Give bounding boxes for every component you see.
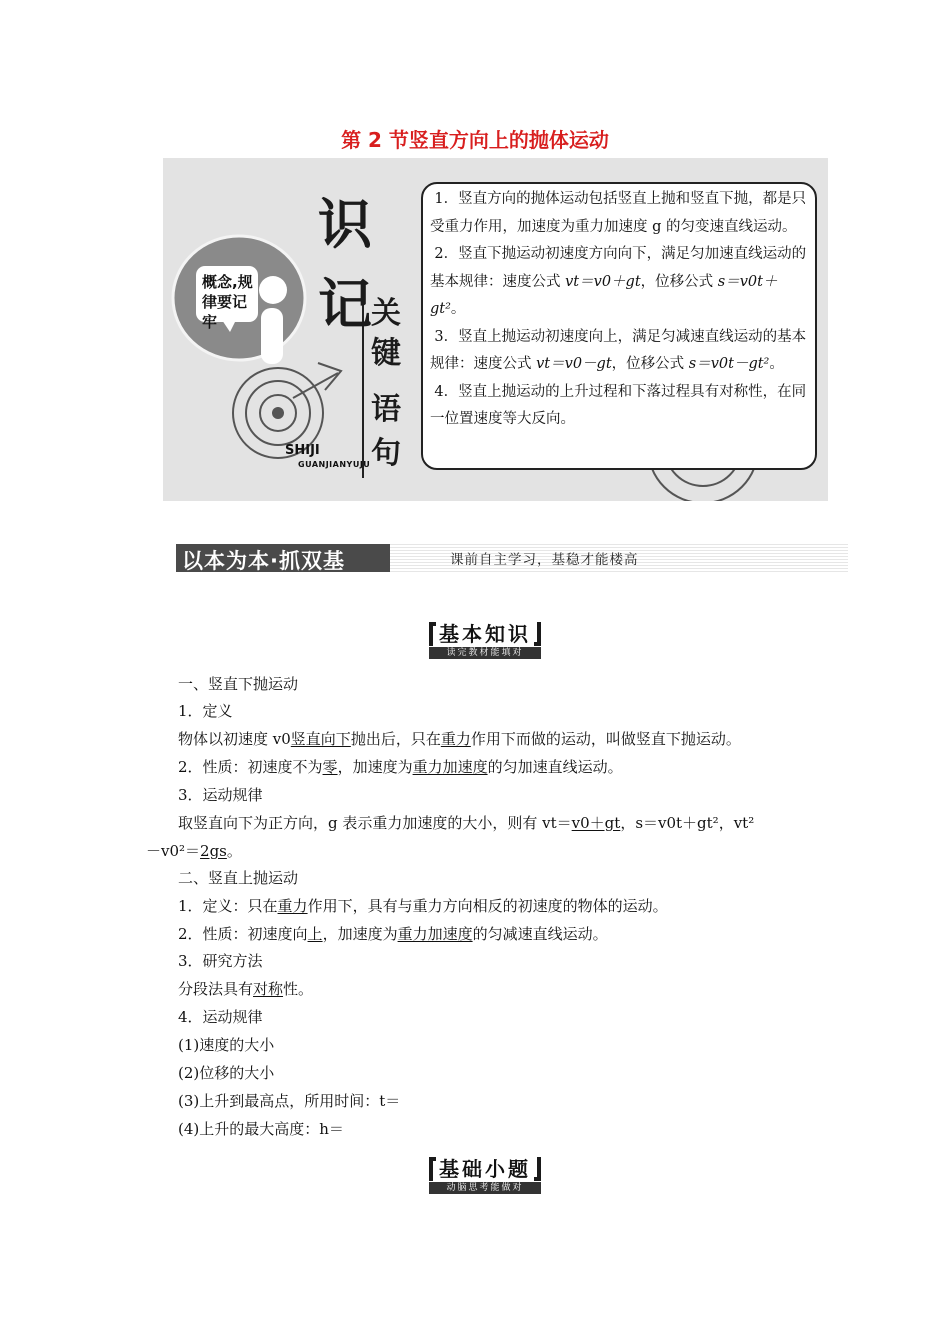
banner-big-char-1: 识 bbox=[318, 193, 372, 256]
s2-property: 2．性质：初速度向上，加速度为重力加速度的匀减速直线运动。 bbox=[178, 925, 608, 943]
knowledge-heading bbox=[420, 622, 550, 659]
section-band bbox=[176, 544, 848, 572]
s1-definition-text: 物体以初速度 v0竖直向下抛出后，只在重力作用下而做的运动，叫做竖直下抛运动。 bbox=[178, 730, 741, 748]
band-subtitle: 课前自主学习，基稳才能楼高 bbox=[450, 552, 639, 568]
s1-law-text: 取竖直向下为正方向，g 表示重力加速度的大小，则有 vt＝v0＋gt，s＝v0t＋gt²，vt² bbox=[178, 814, 755, 832]
s1-definition-title: 1．定义 bbox=[178, 702, 233, 720]
s2-law-2: (2)位移的大小 bbox=[178, 1064, 275, 1082]
banner-big-char-2: 记 bbox=[318, 273, 372, 336]
key-point-4: 4．竖直上抛运动的上升过程和下落过程具有对称性，在同一位置速度等大反向。 bbox=[430, 383, 807, 427]
s2-method-title: 3．研究方法 bbox=[178, 952, 263, 970]
speech-bubble: 概念,规律要记牢 bbox=[196, 266, 258, 322]
banner-logo-main: SHIJI bbox=[285, 443, 320, 458]
key-points-box bbox=[421, 182, 817, 470]
banner-small-char-4: 句 bbox=[371, 436, 401, 471]
practice-heading bbox=[420, 1157, 550, 1194]
knowledge-heading-title: 基本知识 bbox=[429, 622, 541, 646]
page-title: 第 2 节竖直方向上的抛体运动 bbox=[341, 128, 609, 152]
banner-small-char-2: 键 bbox=[371, 336, 401, 371]
s2-definition: 1．定义：只在重力作用下，具有与重力方向相反的初速度的物体的运动。 bbox=[178, 897, 668, 915]
section-2-title: 二、竖直上抛运动 bbox=[178, 869, 299, 887]
section-1-title: 一、竖直下抛运动 bbox=[178, 675, 299, 693]
s2-law-4: (4)上升的最大高度：h＝ bbox=[178, 1120, 344, 1138]
s1-property: 2．性质：初速度不为零，加速度为重力加速度的匀加速直线运动。 bbox=[178, 758, 623, 776]
key-point-3: 3．竖直上抛运动初速度向上，满足匀减速直线运动的基本规律：速度公式 vt＝v0－gt，位移公式 s＝v0t－gt²。 bbox=[430, 328, 807, 372]
practice-heading-tag: 动脑思考能做对 bbox=[429, 1182, 541, 1194]
key-point-2: 2．竖直下抛运动初速度方向向下，满足匀加速直线运动的基本规律：速度公式 vt＝v0＋gt，位移公式 s＝v0t＋gt²。 bbox=[430, 246, 807, 317]
s2-method-text: 分段法具有对称性。 bbox=[178, 980, 314, 998]
banner-small-char-1: 关 bbox=[371, 296, 401, 331]
band-label-box bbox=[176, 544, 390, 572]
s2-law-title: 4．运动规律 bbox=[178, 1008, 263, 1026]
banner-logo-sub: GUANJIANYUJU bbox=[298, 460, 371, 469]
s1-law-text-cont: －v0²＝2gs。 bbox=[146, 842, 242, 860]
s2-law-3: (3)上升到最高点，所用时间：t＝ bbox=[178, 1092, 401, 1110]
band-label: 以本为本·抓双基 bbox=[182, 549, 345, 573]
banner-small-char-3: 语 bbox=[371, 392, 401, 427]
practice-heading-title: 基础小题 bbox=[429, 1157, 541, 1181]
key-point-1: 1．竖直方向的抛体运动包括竖直上抛和竖直下抛，都是只受重力作用，加速度为重力加速度 g 的匀变速直线运动。 bbox=[430, 191, 807, 235]
s2-law-1: (1)速度的大小 bbox=[178, 1036, 275, 1054]
s1-law-title: 3．运动规律 bbox=[178, 786, 263, 804]
knowledge-heading-tag: 读完教材能填对 bbox=[429, 647, 541, 659]
